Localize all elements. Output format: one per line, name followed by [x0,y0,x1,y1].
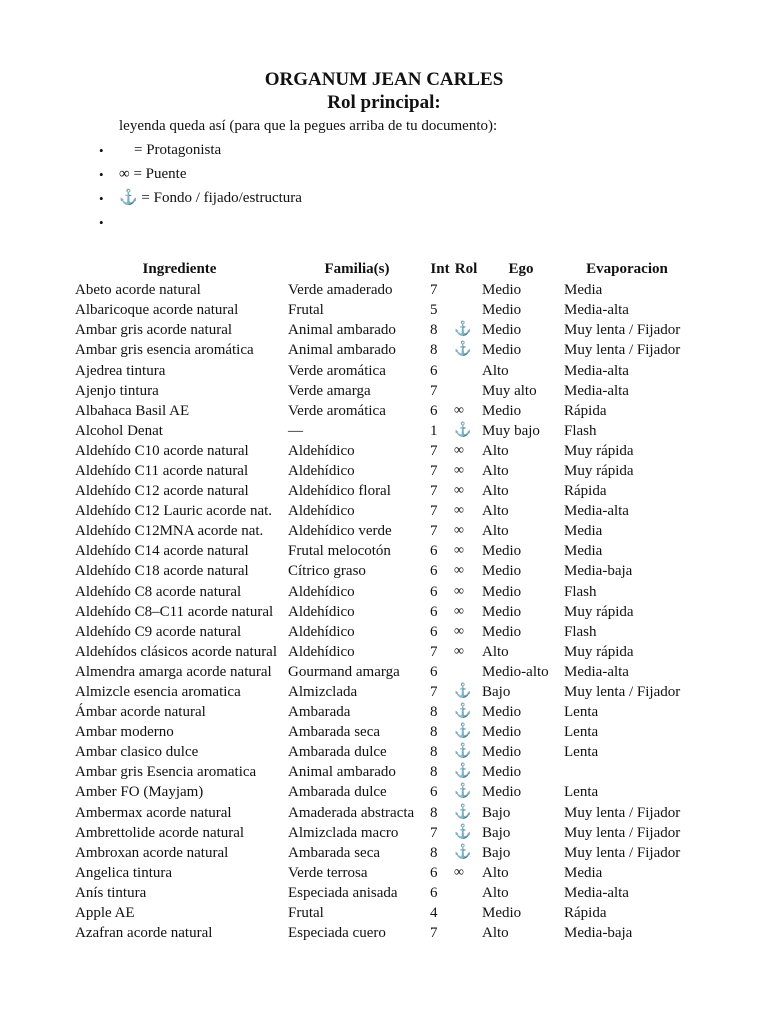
table-row [71,401,690,421]
cell-rol: ∞ [454,563,464,579]
cell-ego: Bajo [482,804,511,821]
cell-ego: Medio [482,302,522,319]
document-title: ORGANUM JEAN CARLES [264,69,504,90]
cell-rol [450,280,478,300]
bullet-icon: • [99,215,104,230]
cell-evaporacion [560,762,690,782]
cell-evaporacion: Lenta [564,704,599,721]
cell-rol [450,903,478,923]
ingredients-table [71,259,690,943]
table-row [71,582,690,602]
cell-int: 6 [430,362,438,379]
table-row [71,340,690,360]
cell-familia: Gourmand amarga [288,663,400,680]
cell-int: 8 [430,724,438,741]
cell-rol: ∞ [454,623,464,639]
cell-ego: Alto [482,884,509,901]
cell-int: 8 [430,342,438,359]
cell-int: 6 [430,563,438,580]
cell-evaporacion: Rápida [564,905,607,922]
cell-familia: Frutal [288,905,324,922]
cell-int: 7 [430,483,438,500]
header-familia: Familia(s) [324,261,390,278]
cell-familia: Cítrico graso [288,563,366,580]
cell-int: 5 [430,302,438,319]
header-rol: Rol [454,261,478,278]
cell-evaporacion: Muy rápida [564,603,634,620]
cell-ego: Medio [482,724,522,741]
cell-ego: Alto [482,442,509,459]
cell-rol: ∞ [454,643,464,659]
cell-familia: Aldehídico [288,623,355,640]
cell-familia: Aldehídico [288,583,355,600]
cell-rol: ∞ [454,543,464,559]
cell-rol [450,381,478,401]
cell-familia: Aldehídico [288,643,355,660]
cell-rol: ⚓ [454,744,472,760]
cell-evaporacion: Muy rápida [564,462,634,479]
cell-ingrediente: Abeto acorde natural [75,282,201,299]
cell-ego: Medio [482,744,522,761]
cell-evaporacion: Muy lenta / Fijador [564,804,681,821]
cell-ego: Bajo [482,684,511,701]
table-row [71,843,690,863]
legend-item-text: = Protagonista [119,142,222,158]
cell-int: 7 [430,643,438,660]
cell-rol: ⚓ [454,684,472,700]
cell-ego: Alto [482,462,509,479]
cell-int: 6 [430,884,438,901]
cell-int: 6 [430,603,438,620]
cell-familia: Especiada cuero [288,925,386,942]
cell-int: 7 [430,282,438,299]
cell-familia: Especiada anisada [288,884,398,901]
cell-int: 6 [430,402,438,419]
cell-familia: Animal ambarado [288,342,396,359]
header-ego: Ego [508,261,534,278]
cell-rol: ∞ [454,483,464,499]
legend-intro: leyenda queda así (para que la pegues arriba de tu documento): [119,118,498,134]
cell-rol: ⚓ [454,422,472,438]
cell-int: 8 [430,322,438,339]
cell-familia: Ambarada dulce [288,784,387,801]
cell-ingrediente: Ambar gris esencia aromática [75,342,254,359]
cell-ego: Medio [482,764,522,781]
table-row [71,320,690,340]
cell-ego: Medio [482,543,522,560]
cell-familia: Aldehídico floral [288,483,391,500]
table-row [71,782,690,802]
cell-rol: ⚓ [454,784,472,800]
cell-familia: Aldehídico [288,503,355,520]
cell-evaporacion: Media-baja [564,563,633,580]
cell-evaporacion: Muy lenta / Fijador [564,844,681,861]
document-subtitle: Rol principal: [327,92,441,113]
cell-familia: Almizclada macro [288,824,399,841]
cell-rol [450,662,478,682]
cell-int: 7 [430,925,438,942]
cell-rol [450,923,478,943]
cell-ingrediente: Ajenjo tintura [75,382,159,399]
table-row [71,883,690,903]
cell-int: 8 [430,804,438,821]
cell-ingrediente: Ambar gris Esencia aromatica [75,764,257,781]
cell-rol: ⚓ [454,704,472,720]
cell-ingrediente: Albahaca Basil AE [75,402,190,419]
cell-int: 7 [430,523,438,540]
cell-ingrediente: Aldehído C18 acorde natural [75,563,249,580]
cell-rol: ⚓ [454,342,472,358]
cell-evaporacion: Flash [564,583,597,600]
cell-ingrediente: Aldehído C14 acorde natural [75,543,249,560]
cell-familia: Aldehídico verde [288,523,392,540]
cell-int: 6 [430,623,438,640]
cell-ingrediente: Aldehído C11 acorde natural [75,462,249,479]
cell-rol: ∞ [454,603,464,619]
cell-rol: ∞ [454,583,464,599]
cell-ingrediente: Amber FO (Mayjam) [75,784,204,801]
cell-ego: Medio [482,623,522,640]
cell-ingrediente: Aldehído C12 acorde natural [75,483,249,500]
cell-ingrediente: Alcohol Denat [75,422,163,439]
cell-evaporacion: Lenta [564,724,599,741]
cell-familia: Verde amaderado [288,282,393,299]
cell-ingrediente: Azafran acorde natural [75,925,213,942]
cell-ego: Medio [482,704,522,721]
table-row [71,481,690,501]
cell-ingrediente: Aldehído C9 acorde natural [75,623,242,640]
cell-familia: Ambarada dulce [288,744,387,761]
header-int: Int [430,261,450,278]
table-row [71,561,690,581]
table-row [71,501,690,521]
cell-ego: Alto [482,864,509,881]
cell-ingrediente: Ambar moderno [75,724,174,741]
cell-familia: Frutal melocotón [288,543,391,560]
cell-evaporacion: Media [564,523,603,540]
cell-ingrediente: Aldehído C12 Lauric acorde nat. [75,503,273,520]
cell-int: 6 [430,784,438,801]
cell-int: 8 [430,764,438,781]
cell-evaporacion: Flash [564,623,597,640]
table-row [71,441,690,461]
table-row [71,521,690,541]
table-row [71,762,690,782]
cell-ingrediente: Aldehídos clásicos acorde natural [75,643,278,660]
cell-familia: Ambarada [288,704,351,721]
cell-evaporacion: Lenta [564,784,599,801]
cell-int: 8 [430,744,438,761]
cell-evaporacion: Media-alta [564,503,629,520]
cell-rol [450,883,478,903]
table-row [71,863,690,883]
cell-evaporacion: Media-baja [564,925,633,942]
cell-familia: Amaderada abstracta [288,804,415,821]
cell-ingrediente: Albaricoque acorde natural [75,302,239,319]
cell-evaporacion: Media-alta [564,302,629,319]
cell-ego: Muy bajo [482,422,540,439]
table-row [71,662,690,682]
table-row [71,541,690,561]
cell-int: 8 [430,844,438,861]
cell-ingrediente: Aldehído C8 acorde natural [75,583,242,600]
cell-familia: Aldehídico [288,603,355,620]
cell-ego: Bajo [482,844,511,861]
cell-familia: Ambarada seca [288,844,381,861]
cell-rol: ∞ [454,442,464,458]
bullet-icon: • [99,143,104,158]
table-row [71,622,690,642]
cell-int: 6 [430,583,438,600]
cell-rol [450,360,478,380]
cell-familia: Verde aromática [288,402,386,419]
cell-evaporacion: Media-alta [564,884,629,901]
table-row [71,682,690,702]
header-ingrediente: Ingrediente [142,261,217,278]
cell-ingrediente: Ámbar acorde natural [75,704,206,721]
table-row [71,823,690,843]
table-row [71,903,690,923]
cell-ingrediente: Aldehído C12MNA acorde nat. [75,523,264,540]
cell-ingrediente: Ambermax acorde natural [75,804,232,821]
cell-int: 7 [430,442,438,459]
cell-int: 7 [430,684,438,701]
cell-familia: Aldehídico [288,442,355,459]
table-row [71,702,690,722]
cell-evaporacion: Muy rápida [564,442,634,459]
cell-evaporacion: Rápida [564,483,607,500]
cell-evaporacion: Media-alta [564,663,629,680]
cell-ingrediente: Ambar clasico dulce [75,744,199,761]
cell-rol [450,300,478,320]
cell-ingrediente: Ambar gris acorde natural [75,322,233,339]
cell-rol: ∞ [454,503,464,519]
bullet-icon: • [99,191,104,206]
cell-ego: Alto [482,925,509,942]
cell-int: 7 [430,824,438,841]
table-row [71,642,690,662]
cell-familia: Verde aromática [288,362,386,379]
cell-evaporacion: Flash [564,422,597,439]
cell-ego: Muy alto [482,382,537,399]
cell-evaporacion: Muy lenta / Fijador [564,342,681,359]
table-row [71,923,690,943]
cell-ingrediente: Angelica tintura [75,864,173,881]
cell-evaporacion: Muy lenta / Fijador [564,684,681,701]
cell-ingrediente: Almizcle esencia aromatica [75,684,241,701]
cell-ego: Bajo [482,824,511,841]
table-row [71,461,690,481]
cell-ego: Alto [482,643,509,660]
cell-ego: Medio-alto [482,663,549,680]
cell-familia: Animal ambarado [288,322,396,339]
cell-ego: Alto [482,483,509,500]
cell-rol: ⚓ [454,724,472,740]
cell-rol: ⚓ [454,844,472,860]
header-evaporacion: Evaporacion [586,261,668,278]
cell-ingrediente: Aldehído C10 acorde natural [75,442,249,459]
cell-int: 6 [430,663,438,680]
cell-ingrediente: Almendra amarga acorde natural [75,663,272,680]
cell-ego: Medio [482,342,522,359]
cell-ingrediente: Aldehído C8–C11 acorde natural [75,603,274,620]
cell-familia: Aldehídico [288,462,355,479]
cell-evaporacion: Media [564,864,603,881]
cell-ego: Medio [482,402,522,419]
cell-ego: Medio [482,322,522,339]
table-body [71,280,690,943]
cell-evaporacion: Media [564,543,603,560]
cell-ego: Alto [482,362,509,379]
cell-rol: ∞ [454,523,464,539]
cell-int: 6 [430,864,438,881]
cell-int: 7 [430,382,438,399]
cell-rol: ∞ [454,402,464,418]
legend-item-text: ∞ = Puente [119,166,187,182]
cell-ego: Alto [482,523,509,540]
cell-int: 8 [430,704,438,721]
cell-evaporacion: Lenta [564,744,599,761]
table-row [71,300,690,320]
table-row [71,280,690,300]
table-row [71,381,690,401]
cell-evaporacion: Media [564,282,603,299]
legend-item-text: ⚓ = Fondo / fijado/estructura [119,190,302,206]
table-row [71,421,690,441]
table-row [71,803,690,823]
cell-familia: Almizclada [288,684,358,701]
cell-int: 1 [430,422,438,439]
table-row [71,722,690,742]
cell-ingrediente: Ambroxan acorde natural [75,844,229,861]
cell-evaporacion: Muy rápida [564,643,634,660]
cell-ego: Medio [482,905,522,922]
cell-ego: Medio [482,583,522,600]
table-row [71,360,690,380]
cell-int: 6 [430,543,438,560]
cell-rol: ∞ [454,864,464,880]
table-header-row [71,259,690,280]
cell-ingrediente: Anís tintura [75,884,147,901]
table-row [71,602,690,622]
cell-ingrediente: Apple AE [75,905,135,922]
cell-ingrediente: Ambrettolide acorde natural [75,824,245,841]
cell-int: 7 [430,462,438,479]
cell-rol: ⚓ [454,824,472,840]
cell-familia: Verde terrosa [288,864,368,881]
cell-ego: Alto [482,503,509,520]
cell-familia: Frutal [288,302,324,319]
cell-familia: — [288,422,303,439]
cell-familia: Animal ambarado [288,764,396,781]
bullet-icon: • [99,167,104,182]
cell-evaporacion: Media-alta [564,382,629,399]
cell-ego: Medio [482,603,522,620]
cell-int: 7 [430,503,438,520]
cell-rol: ⚓ [454,804,472,820]
cell-evaporacion: Media-alta [564,362,629,379]
cell-ego: Medio [482,282,522,299]
cell-int: 4 [430,905,438,922]
table-row [71,742,690,762]
cell-rol: ⚓ [454,322,472,338]
cell-rol: ⚓ [454,764,472,780]
cell-familia: Verde amarga [288,382,371,399]
cell-ingrediente: Ajedrea tintura [75,362,166,379]
cell-evaporacion: Muy lenta / Fijador [564,322,681,339]
cell-evaporacion: Rápida [564,402,607,419]
cell-familia: Ambarada seca [288,724,381,741]
cell-ego: Medio [482,563,522,580]
cell-rol: ∞ [454,462,464,478]
cell-ego: Medio [482,784,522,801]
cell-evaporacion: Muy lenta / Fijador [564,824,681,841]
